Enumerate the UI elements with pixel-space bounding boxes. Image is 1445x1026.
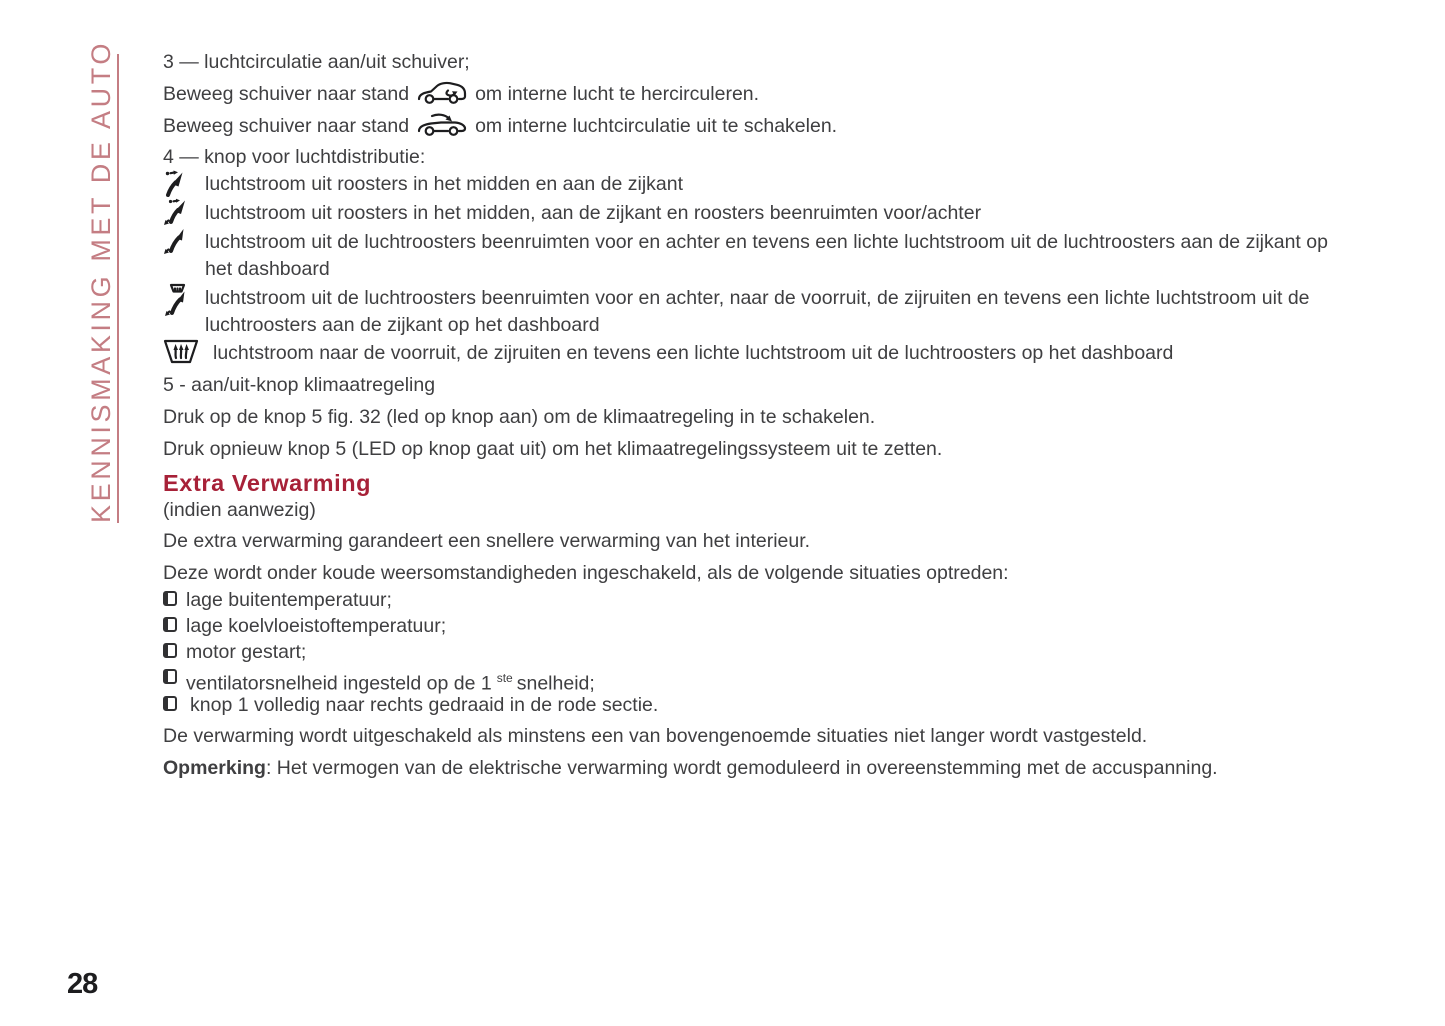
recirc-off-line (163, 112, 1348, 145)
section-subtitle: (indien aanwezig) (163, 499, 316, 521)
list-item (163, 587, 1348, 614)
square-bullet-icon (163, 617, 177, 632)
square-bullet-icon (163, 696, 177, 711)
list-item (163, 692, 1348, 719)
list-item-text-pre: ventilatorsnelheid ingesteld op de 1 (186, 672, 492, 695)
recirc-off-suffix: om interne luchtcirculatie uit te schakelen. (475, 115, 838, 137)
recirc-on-line (163, 80, 1348, 113)
dist-item-text: luchtstroom uit de luchtroosters beenruimten voor en achter, naar de voorruit, de zijruiten en tevens een lichte luchtstroom uit de luchtroosters aan de zijkant op het dashboard (205, 287, 1310, 336)
sidebar-divider (117, 54, 119, 523)
dist-item (163, 285, 1348, 339)
square-bullet-icon (163, 591, 177, 606)
heating-paragraph-3: De verwarming wordt uitgeschakeld als minstens een van bovengenoemde situaties niet langer wordt vastgesteld. (163, 725, 1148, 747)
dist-item-text: luchtstroom uit de luchtroosters beenruimten voor en achter en tevens een lichte luchtstroom uit de luchtroosters aan de zijkant op het dashboard (205, 231, 1328, 280)
chapter-sidebar-label: KENNISMAKING MET DE AUTO (86, 40, 116, 523)
page-number: 28 (67, 968, 98, 1000)
item-4-title: 4 — knop voor luchtdistributie: (163, 146, 426, 168)
defrost-windshield-icon (163, 338, 201, 374)
recirc-on-suffix: om interne lucht te hercirculeren. (475, 83, 760, 105)
list-item-text: lage buitentemperatuur; (186, 589, 392, 611)
square-bullet-icon (163, 669, 177, 684)
ordinal-superscript: ste (496, 671, 513, 685)
list-item-text-post: snelheid; (516, 672, 595, 695)
dist-item (163, 229, 1348, 283)
list-item (163, 613, 1348, 640)
dist-item (163, 340, 1348, 374)
recirc-off-prefix: Beweeg schuiver naar stand (163, 115, 410, 137)
airflow-floor-defrost-icon (163, 283, 193, 325)
car-recirculation-icon (417, 80, 467, 113)
list-item-text: motor gestart; (186, 641, 307, 663)
item-5-title: 5 - aan/uit-knop klimaatregeling (163, 374, 436, 396)
note-label: Opmerking (163, 757, 266, 779)
section-title: Extra Verwarming (163, 470, 372, 496)
heating-paragraph-2: Deze wordt onder koude weersomstandigheden ingeschakeld, als de volgende situaties optreden: (163, 562, 1009, 584)
dist-item-text: luchtstroom naar de voorruit, de zijruiten en tevens een lichte luchtstroom uit de luchtroosters op het dashboard (213, 342, 1174, 364)
recirc-on-prefix: Beweeg schuiver naar stand (163, 83, 410, 105)
note-line (163, 755, 1348, 782)
heating-paragraph-1: De extra verwarming garandeert een snellere verwarming van het interieur. (163, 530, 811, 552)
note-text: : Het vermogen van de elektrische verwarming wordt gemoduleerd in overeenstemming met de accuspanning. (265, 757, 1218, 779)
car-fresh-air-icon (417, 112, 467, 145)
list-item-text: lage koelvloeistoftemperatuur; (186, 615, 447, 637)
item-3-title: 3 — luchtcirculatie aan/uit schuiver; (163, 51, 470, 73)
dist-item-text: luchtstroom uit roosters in het midden en aan de zijkant (205, 173, 684, 195)
item-5-line2: Druk opnieuw knop 5 (LED op knop gaat uit) om het klimaatregelingssysteem uit te zetten. (163, 438, 943, 460)
item-5-line1: Druk op de knop 5 fig. 32 (led op knop aan) om de klimaatregeling in te schakelen. (163, 406, 876, 428)
dist-item-text: luchtstroom uit roosters in het midden, aan de zijkant en roosters beenruimten voor/achter (205, 202, 982, 224)
square-bullet-icon (163, 643, 177, 658)
list-item-text: knop 1 volledig naar rechts gedraaid in de rode sectie. (190, 694, 659, 716)
airflow-floor-icon (163, 227, 193, 263)
list-item (163, 639, 1348, 666)
